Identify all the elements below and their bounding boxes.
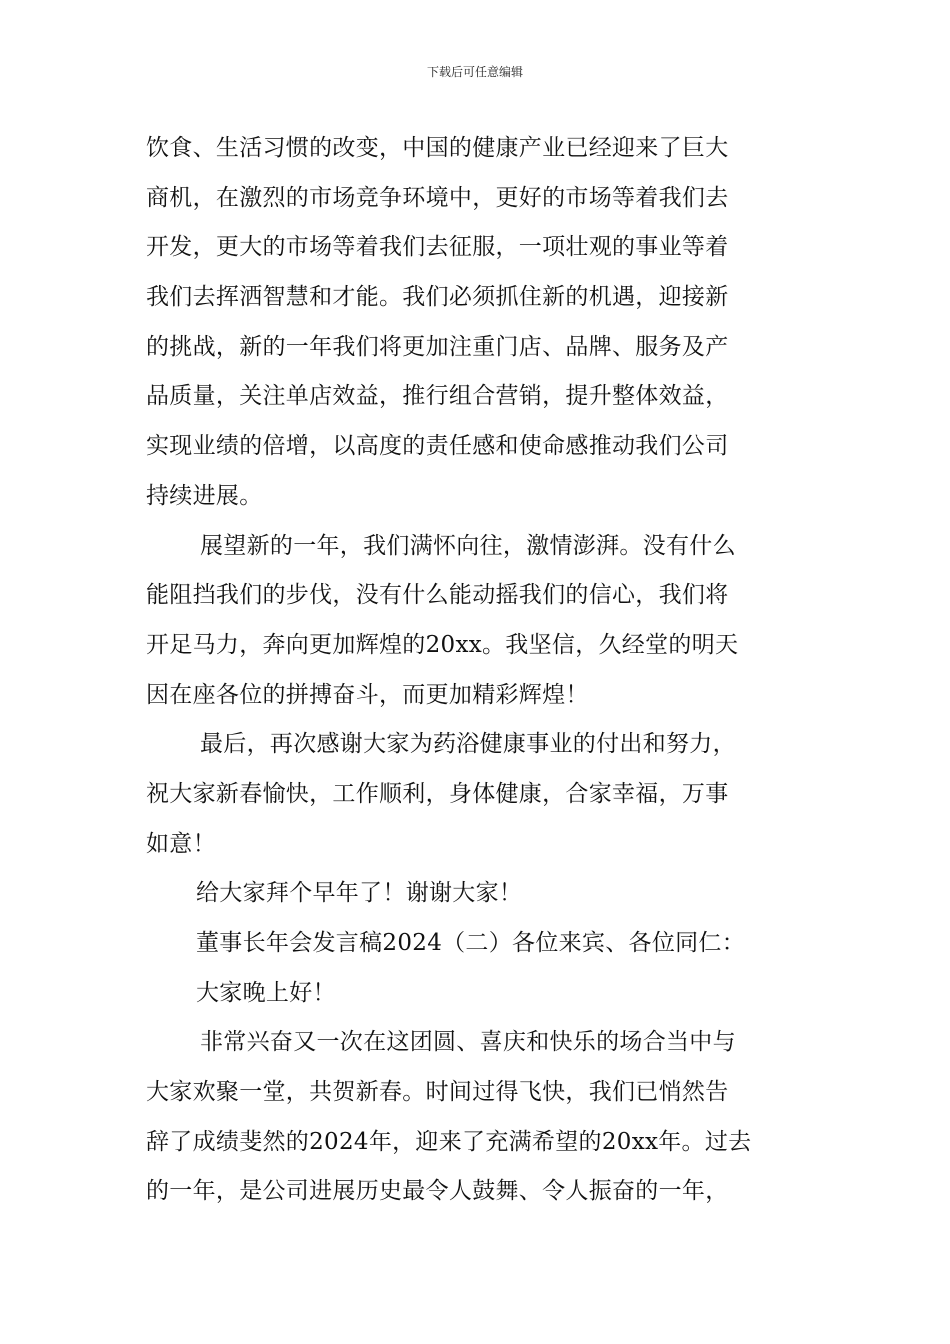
paragraph-start-line: 非常兴奋又一次在这团圆、喜庆和快乐的场合当中与	[200, 1029, 736, 1056]
text-line: 如意！	[146, 830, 216, 857]
text-line: 能阻挡我们的步伐，没有什么能动摇我们的信心，我们将	[146, 582, 729, 609]
paragraph-start-line: 最后，再次感谢大家为药浴健康事业的付出和努力，	[200, 731, 736, 758]
text-line: 祝大家新春愉快，工作顺利，身体健康，合家幸福，万事	[146, 780, 729, 807]
text-line: 商机，在激烈的市场竞争环境中，更好的市场等着我们去	[146, 184, 729, 211]
text-line: 开足马力，奔向更加辉煌的20xx。我坚信，久经堂的明天	[146, 631, 739, 658]
text-line: 实现业绩的倍增，以高度的责任感和使命感推动我们公司	[146, 433, 729, 460]
document-body	[146, 124, 816, 1217]
text-line: 持续进展。	[146, 482, 263, 509]
paragraph-start-line: 展望新的一年，我们满怀向往，激情澎湃。没有什么	[200, 532, 736, 559]
greeting-line: 大家晚上好！	[196, 979, 336, 1006]
text-line: 我们去挥洒智慧和才能。我们必须抓住新的机遇，迎接新	[146, 284, 729, 311]
speech-title-line: 董事长年会发言稿2024（二）各位来宾、各位同仁：	[196, 930, 746, 956]
page-header-note: 下载后可任意编辑	[426, 65, 523, 79]
text-line: 大家欢聚一堂，共贺新春。时间过得飞快，我们已悄然告	[146, 1079, 729, 1106]
text-line: 辞了成绩斐然的2024年，迎来了充满希望的20xx年。过去	[146, 1128, 752, 1155]
text-line: 饮食、生活习惯的改变，中国的健康产业已经迎来了巨大	[146, 135, 729, 161]
text-line: 因在座各位的拼搏奋斗，而更加精彩辉煌！	[146, 681, 589, 708]
paragraph-start-line: 给大家拜个早年了！谢谢大家！	[196, 880, 523, 907]
text-line: 开发，更大的市场等着我们去征服，一项壮观的事业等着	[146, 234, 729, 261]
text-line: 的挑战，新的一年我们将更加注重门店、品牌、服务及产	[146, 333, 729, 360]
text-line: 的一年，是公司进展历史最令人鼓舞、令人振奋的一年，	[146, 1178, 729, 1205]
text-line: 品质量，关注单店效益，推行组合营销，提升整体效益，	[146, 383, 729, 410]
